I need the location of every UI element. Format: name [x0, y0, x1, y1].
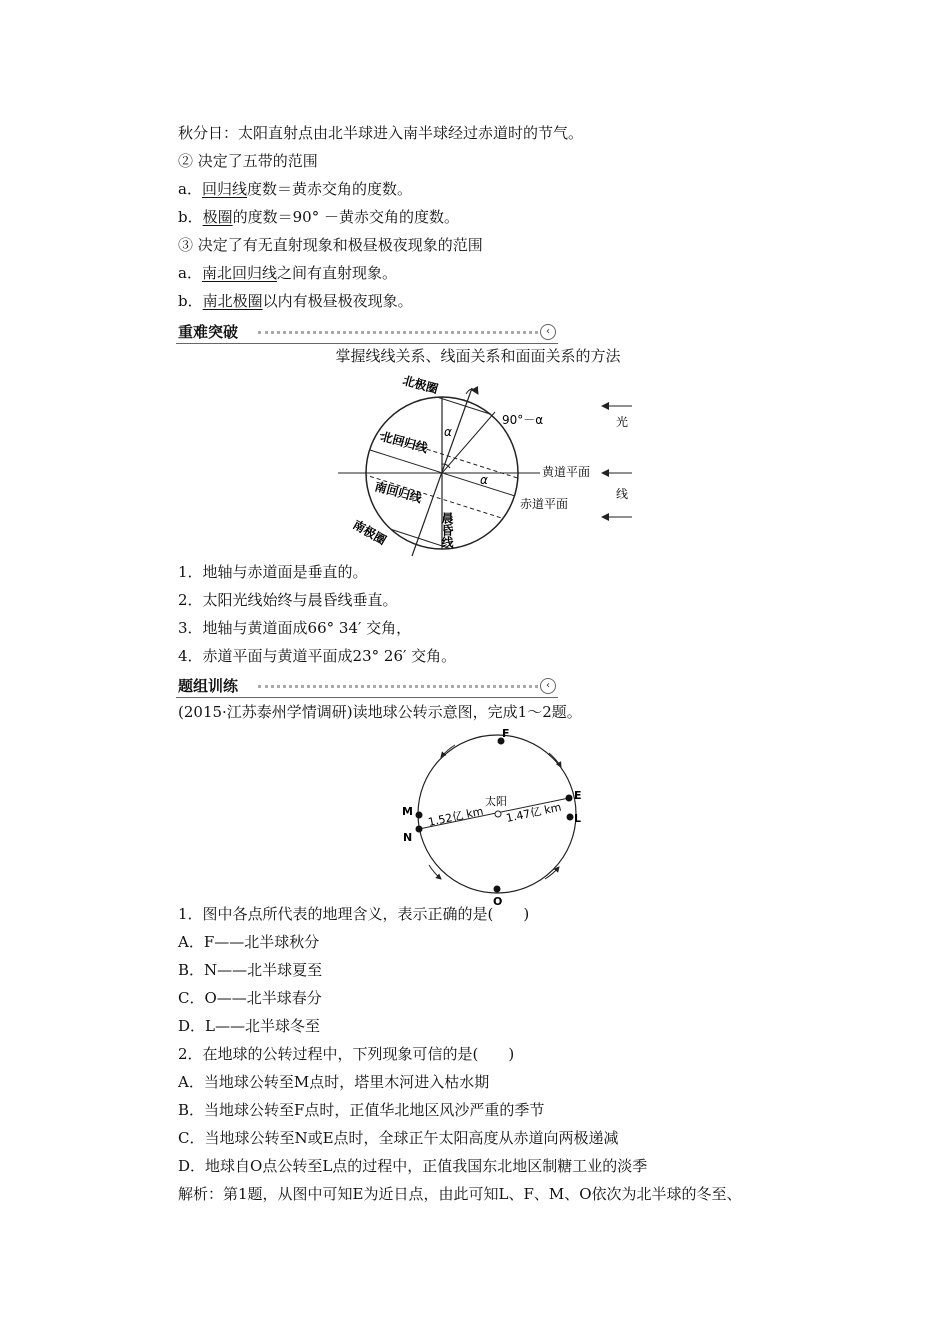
section-subtitle: 掌握线线关系、线面关系和面面关系的方法 — [335, 347, 621, 365]
orbit-diagram — [395, 725, 595, 908]
q2-option-d: D．地球自O点公转至L点的过程中，正值我国东北地区制糖工业的淡季 — [178, 1157, 648, 1175]
question-1: 1．图中各点所代表的地理含义，表示正确的是( ) — [178, 905, 530, 923]
dotted-divider — [258, 685, 538, 688]
point-3: 3．地轴与黄道面成66° 34′ 交角， — [178, 619, 412, 637]
orbit-arrow-icon — [545, 867, 559, 879]
point-2: 2．太阳光线始终与晨昏线垂直。 — [178, 591, 398, 609]
item-a-prefix: a． — [178, 180, 202, 198]
polar-circles-term: 南北极圈 — [202, 292, 263, 310]
item-a-rest: 度数＝黄赤交角的度数。 — [246, 180, 412, 198]
ecliptic-label: 黄道平面 — [542, 465, 591, 479]
label-O: O — [493, 895, 503, 908]
item-a-tropic — [178, 179, 412, 199]
chevron-left-icon: ‹ — [540, 324, 556, 340]
q2-option-a: A．当地球公转至M点时，塔里木河进入枯水期 — [178, 1073, 490, 1091]
south-polar-label: 南极圈 — [350, 517, 389, 548]
north-tropic-label: 北回归线 — [379, 429, 430, 456]
sun-point — [495, 811, 501, 817]
section-header-practice — [176, 676, 558, 698]
alpha-label-1: α — [444, 425, 452, 439]
earth-axis-diagram — [330, 372, 640, 552]
item-b2-prefix: b． — [178, 292, 203, 310]
terminator-label — [440, 511, 454, 549]
section-header-key-points — [176, 322, 558, 344]
q1-option-b: B．N——北半球夏至 — [178, 961, 323, 979]
distance-aphelion: 1.52亿 km — [426, 804, 485, 829]
terminator-text: 晨昏线 — [440, 512, 454, 548]
point-L — [567, 814, 574, 821]
section-title: 题组训练 — [178, 677, 239, 695]
light-label-2: 线 — [616, 487, 629, 501]
sun-ray-line — [442, 412, 495, 473]
label-M: M — [402, 805, 413, 818]
sun-label: 太阳 — [485, 795, 507, 808]
point-N — [416, 826, 423, 833]
q1-option-d: D．L——北半球冬至 — [178, 1017, 320, 1035]
point-2-heading: ② 决定了五带的范围 — [178, 152, 318, 170]
q1-option-a: A．F——北半球秋分 — [178, 933, 320, 951]
alpha-label-2: α — [480, 473, 488, 487]
tropics-term: 南北回归线 — [201, 264, 277, 282]
question-source: (2015·江苏泰州学情调研)读地球公转示意图，完成1～2题。 — [178, 703, 582, 721]
light-label-1: 光 — [616, 415, 629, 429]
label-N: N — [403, 831, 413, 844]
south-tropic-label: 南回归线 — [373, 479, 424, 506]
item-b2-rest: 以内有极昼极夜现象。 — [262, 292, 413, 310]
chevron-left-icon: ‹ — [540, 678, 556, 694]
item-a2-rest: 之间有直射现象。 — [276, 264, 397, 282]
section-title: 重难突破 — [178, 323, 239, 341]
equator-label: 赤道平面 — [520, 497, 569, 511]
point-E — [566, 795, 573, 802]
label-E: E — [574, 789, 582, 802]
ninety-minus-alpha-label: 90°－α — [502, 413, 544, 427]
header-rule — [176, 343, 558, 344]
item-b-rest: 的度数＝90° －黄赤交角的度数。 — [232, 208, 459, 226]
item-a2-prefix: a． — [178, 264, 202, 282]
item-b-polar — [178, 207, 459, 227]
label-F: F — [502, 727, 510, 740]
autumn-equinox-text: 秋分日：太阳直射点由北半球进入南半球经过赤道时的节气。 — [178, 124, 584, 142]
polar-term: 极圈 — [202, 208, 233, 226]
point-4: 4．赤道平面与黄道平面成23° 26′ 交角。 — [178, 647, 457, 665]
tropic-term: 回归线 — [201, 180, 247, 198]
question-2: 2．在地球的公转过程中，下列现象可信的是( ) — [178, 1045, 515, 1063]
item-b-prefix: b． — [178, 208, 203, 226]
distance-perihelion: 1.47亿 km — [504, 800, 563, 825]
item-b-polar-day — [178, 291, 413, 311]
point-O — [494, 886, 501, 893]
header-rule — [176, 697, 558, 698]
orbit-arrow-icon — [441, 745, 455, 757]
item-a-direct — [178, 263, 397, 283]
q2-option-c: C．当地球公转至N或E点时，全球正午太阳高度从赤道向两极递减 — [178, 1129, 619, 1147]
q1-option-c: C．O——北半球春分 — [178, 989, 322, 1007]
north-polar-label: 北极圈 — [401, 373, 440, 397]
dotted-divider — [258, 331, 538, 334]
point-1: 1．地轴与赤道面是垂直的。 — [178, 563, 368, 581]
q2-option-b: B．当地球公转至F点时，正值华北地区风沙严重的季节 — [178, 1101, 545, 1119]
analysis-text: 解析：第1题，从图中可知E为近日点，由此可知L、F、M、O依次为北半球的冬至、 — [178, 1185, 742, 1203]
point-3-heading: ③ 决定了有无直射现象和极昼极夜现象的范围 — [178, 236, 483, 254]
label-L: L — [574, 812, 582, 825]
point-M — [416, 812, 423, 819]
